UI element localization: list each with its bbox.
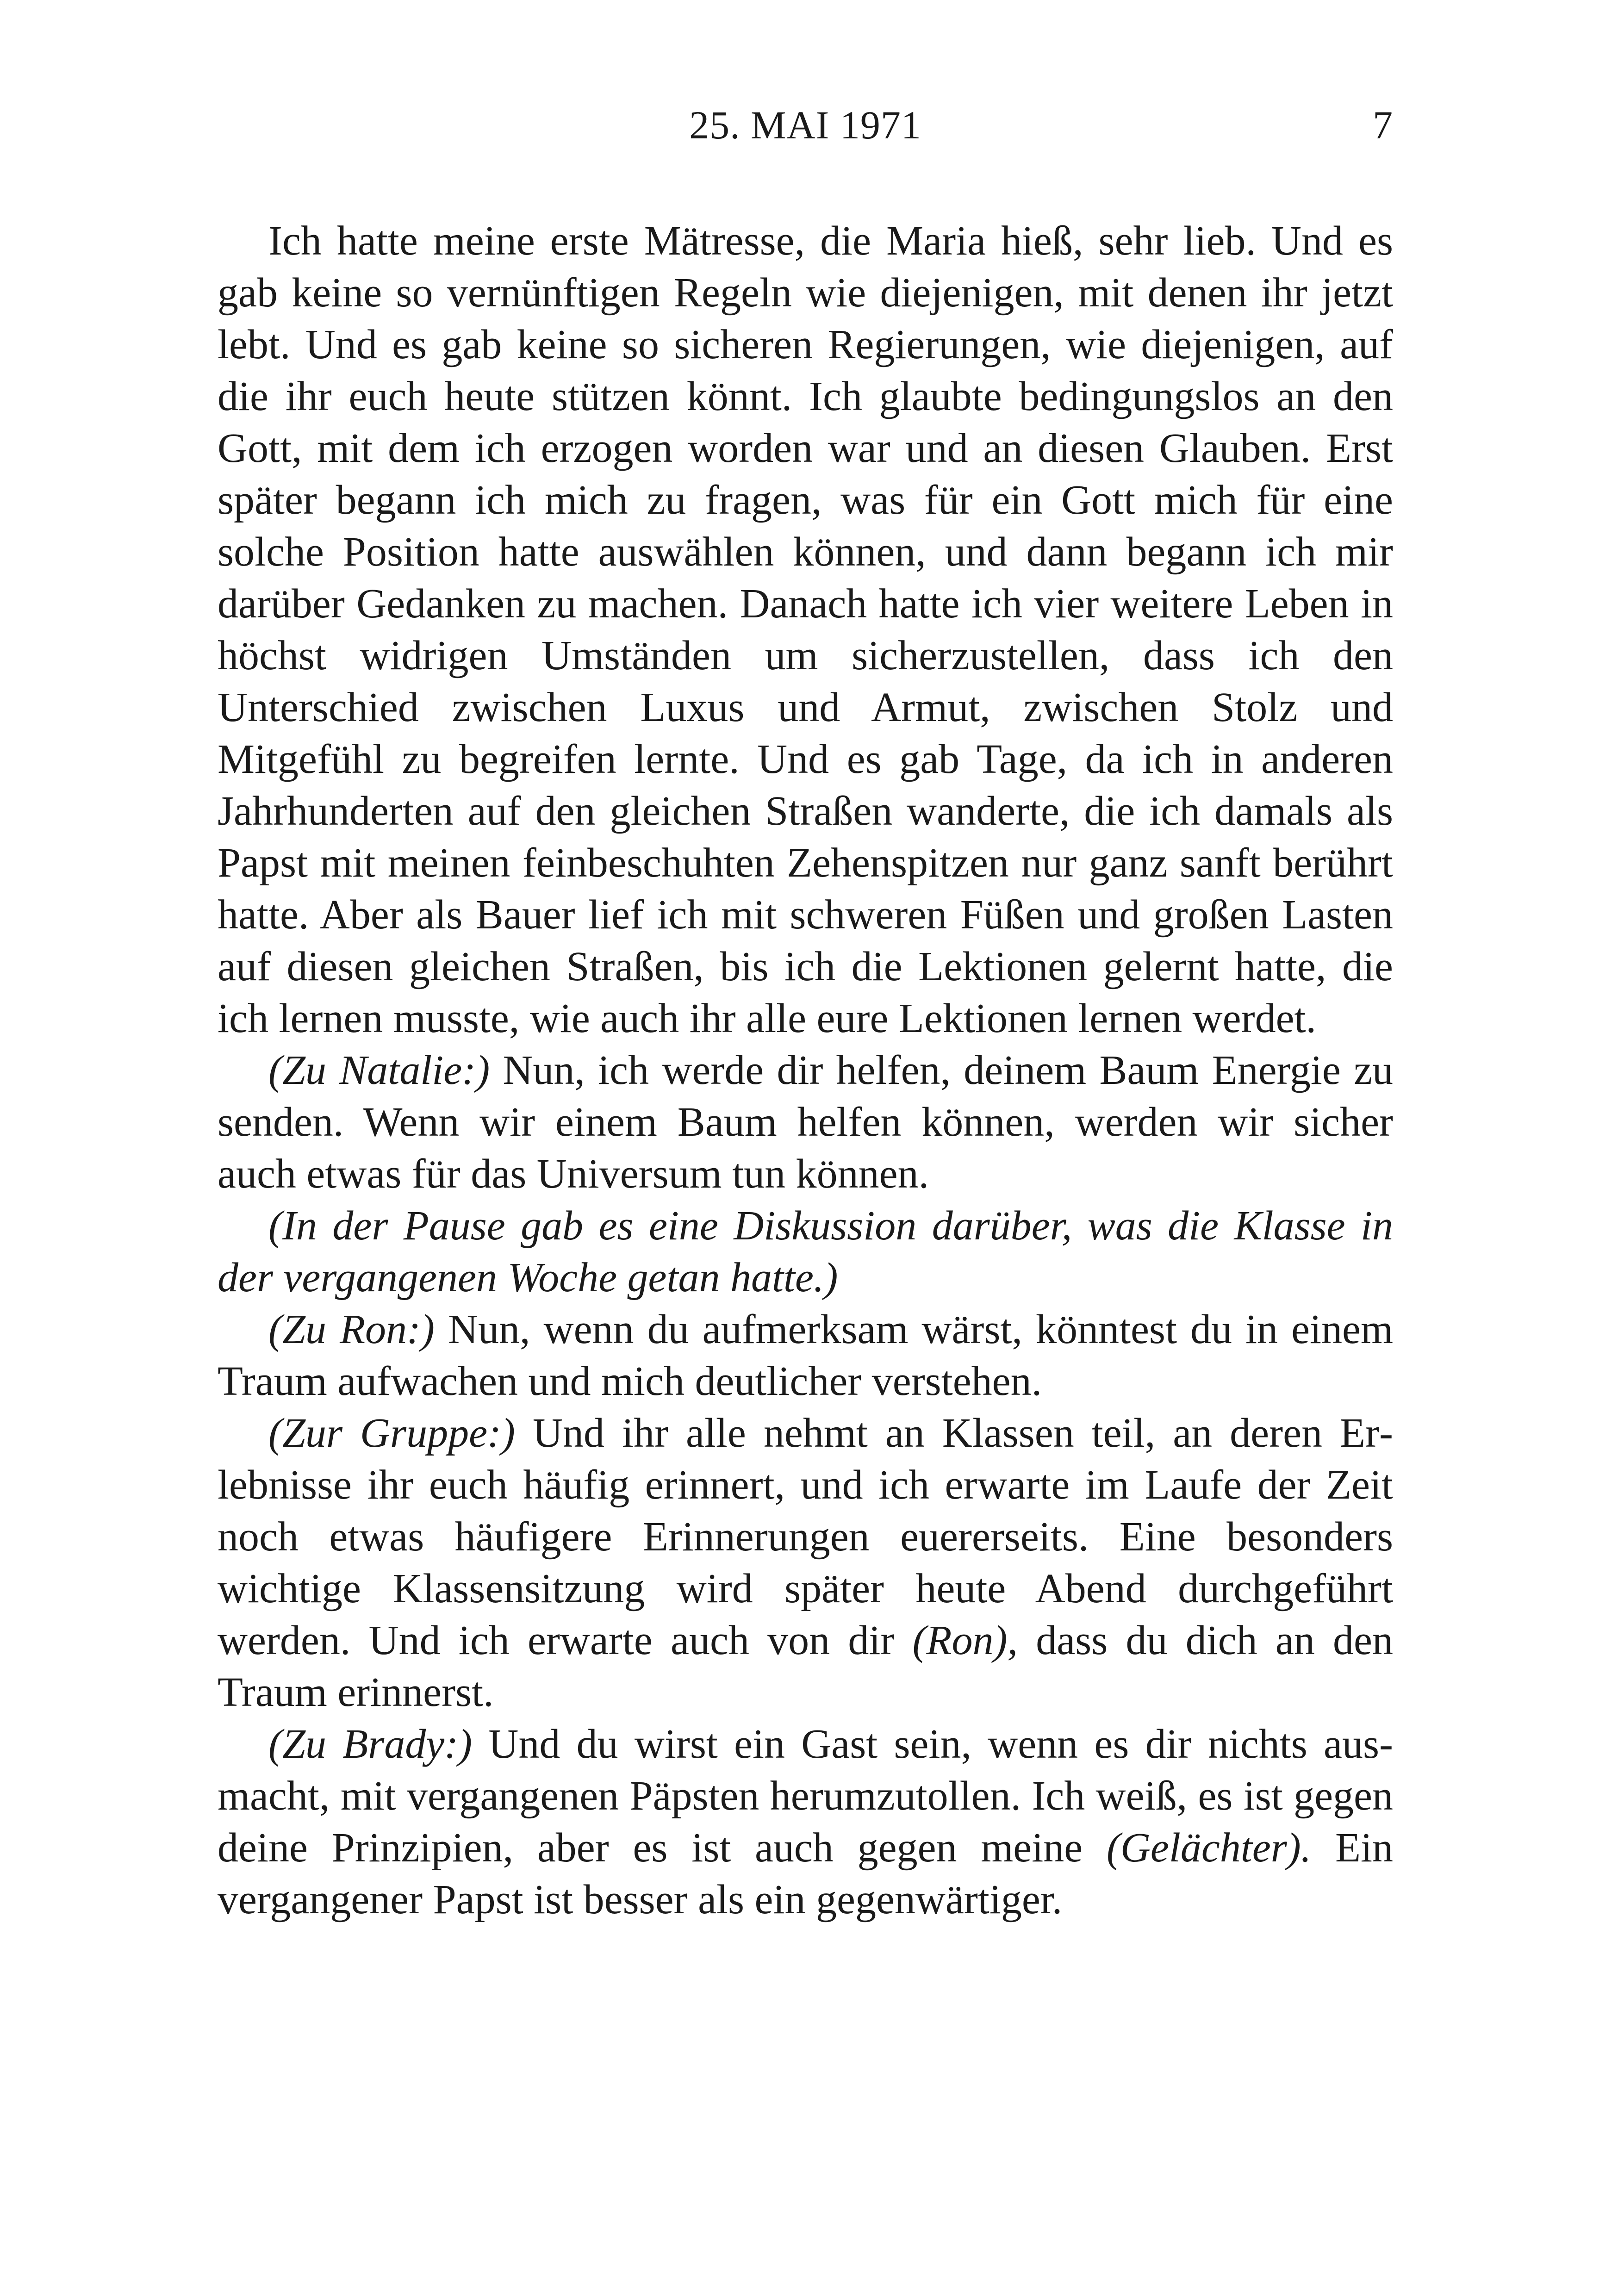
paragraph-text: Ein vergangener Papst ist besser als ein gegenwärtiger. xyxy=(218,1825,1394,1923)
inline-note: (Gelächter). xyxy=(1106,1825,1312,1871)
paragraph xyxy=(218,1407,1393,1718)
page-number: 7 xyxy=(1373,103,1393,147)
paragraph-text: dass du dich an den Traum erinnerst. xyxy=(218,1618,1393,1715)
paragraph xyxy=(218,1304,1393,1407)
speaker-note: (Zur Gruppe:) xyxy=(268,1410,515,1456)
inline-note: (Ron), xyxy=(912,1618,1018,1663)
paragraph-text: Nun, wenn du aufmerksam wärst, könntest du in einem Traum aufwachen und mich deutlicher verstehen. xyxy=(218,1307,1393,1404)
paragraph xyxy=(218,1718,1393,1926)
running-head xyxy=(218,100,1393,150)
paragraph-text: Nun, ich werde dir helfen, deinem Baum Energie zu senden. Wenn wir einem Baum helfen können, werden wir sicher auch etwas für das Universum tun können. xyxy=(218,1047,1393,1197)
paragraph-text: Und ihr alle nehmt an Klassen teil, an deren Erlebnisse ihr euch häufig erinnert, und ich erwarte im Laufe der Zeit noch etwas häufigere Erinnerungen euererseits. Eine besonders wichtige Klassensitzung wird später heute Abend durchgeführt werden. Und ich erwarte auch von dir xyxy=(218,1410,1393,1663)
stage-direction: (In der Pause gab es eine Diskussion darüber, was die Klasse in der vergangenen Woche getan hatte.) xyxy=(218,1203,1393,1300)
body-text xyxy=(218,215,1393,1926)
speaker-note: (Zu Ron:) xyxy=(268,1307,435,1352)
paragraph xyxy=(218,1045,1393,1200)
paragraph-text: Ich hatte meine erste Mätresse, die Maria hieß, sehr lieb. Und es gab keine so vernünftigen Regeln wie diejenigen, mit denen ihr jetzt lebt. Und es gab keine so sicheren Regierungen, wie diejenigen, auf die ihr euch heute stützen könnt. Ich glaubte bedingungslos an den Gott, mit dem ich erzogen worden war und an diesen Glauben. Erst später begann ich mich zu fragen, was für ein Gott mich für eine solche Position hatte auswählen können, und dann begann ich mir darüber Gedanken zu machen. Danach hatte ich vier weitere Leben in höchst widrigen Umständen um sicherzustellen, dass ich den Unterschied zwischen Luxus und Armut, zwischen Stolz und Mitgefühl zu begreifen lernte. Und es gab Tage, da ich in anderen Jahrhunderten auf den gleichen Straßen wanderte, die ich damals als Papst mit meinen feinbeschuhten Zehenspitzen nur ganz sanft berührt hatte. Aber als Bauer lief ich mit schweren Füßen und großen Lasten auf diesen gleichen Straßen, bis ich die Lektionen gelernt hatte, die ich lernen musste, wie auch ihr alle eure Lektionen lernen werdet. xyxy=(218,218,1393,1041)
speaker-note: (Zu Natalie:) xyxy=(268,1047,490,1093)
paragraph xyxy=(218,1200,1393,1304)
speaker-note: (Zu Brady:) xyxy=(268,1721,473,1767)
paragraph xyxy=(218,215,1393,1045)
paragraph-text: Und du wirst ein Gast sein, wenn es dir nichts ausmacht, mit vergangenen Päpsten herumzutollen. Ich weiß, es ist gegen deine Prinzipien, aber es ist auch gegen meine xyxy=(218,1721,1393,1871)
chapter-date-heading: 25. MAI 1971 xyxy=(689,103,921,147)
